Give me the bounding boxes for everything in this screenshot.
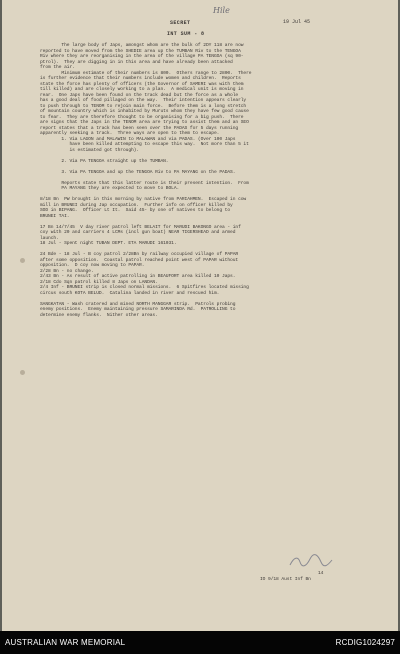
typed-line: till killed) and are closely working to a plan. A medical unit is moving in [40, 87, 244, 92]
typed-line: 2/28 Bn - no change. [40, 268, 94, 274]
punch-hole [20, 370, 25, 375]
signature-line: IO 9/18 Aust Inf Bn [260, 576, 311, 582]
typed-line: report states that a track has been seen over the PADAS for 5 days running [40, 125, 239, 131]
typed-line: state the force has plenty of officers (the Governor of SAMERI was with them [40, 81, 244, 87]
typed-line: have been killed attempting to escape this way. Not more than 5 it [40, 142, 249, 147]
typed-line: SANGKATAN - Wash cratered and mined NORTH MANGGAR strip. Patrols probing [40, 301, 236, 307]
typed-line: rear. One Japs have been found on the track dead but the force as a whole [40, 92, 239, 98]
typed-line: 3. Via PA TENGOA and up the TENGOA Riv to PA MAYANG on the PADAS. [40, 169, 236, 175]
typed-line: 17 Bn 14/7/45 V day river patrol left BELAIT for MARUDI BAKONGO area - inf [40, 224, 241, 230]
body-text [40, 43, 251, 318]
typed-line: mill in BRUNEI during Jap occupation. Further info on officer killed by [40, 202, 233, 208]
typed-line: 1. Via LAGON and MALAWIN to MALAWAN and via PADAS. (Over 100 Japs [40, 136, 236, 142]
typed-line: opposition. D coy now moving to PAPAR. [40, 263, 145, 268]
archive-name: AUSTRALIAN WAR MEMORIAL [5, 638, 126, 647]
typed-line: launch. [40, 235, 59, 241]
typed-line: reported to have moved from the SHEDIE area up the TUMBAN Riv to the TENGOA [40, 48, 241, 54]
typed-line: are signs that the Japs in the TENOM area are trying to assist them and an SEO [40, 120, 249, 125]
typed-line: circus south KOTA BELUD. Catalina landed in river and rescued him. [40, 290, 220, 296]
typed-line: to fear. They are therefore thought to be organising for a big push. There [40, 114, 244, 120]
typed-line: of mountain country which is inhabited by Muruts whom they have few good cause [40, 109, 249, 114]
typed-line: Reports state that this latter route is their present intention. From [40, 180, 249, 186]
archive-footer-bar [0, 631, 400, 654]
typed-line: coy with 20 and carriers 4 LCMs (incl gun boat) NEAR TIGERSHEAD and armed [40, 230, 236, 235]
typed-line: 2. Via PA TENGOA straight up the TUMBAN. [40, 158, 169, 164]
signature-scrawl [288, 553, 334, 569]
signature-line: 14 [318, 571, 324, 576]
handwritten-file-mark: Hile [213, 6, 230, 15]
document-page [2, 0, 398, 631]
typed-line: 2/18 Cdo Sqn patrol killed 8 Japs on LANDAN. [40, 279, 158, 285]
typed-line: 2/43 Bn - As result of active patrolling in BEAUFORT area killed 10 Japs. [40, 274, 236, 279]
signature-block [260, 571, 323, 582]
typed-line: apparently seeking a track. Three ways are open to them to escape. [40, 131, 220, 136]
typed-line: to push through to TENOM to rejoin main force. Before them is a long stretch [40, 103, 247, 109]
typed-line: 8/18 Bn PW brought in this morning by native from PARIAHMEN. Escaped in cow [40, 197, 247, 202]
typed-line: is further evidence that their numbers include women and children. Reports [40, 76, 241, 81]
typed-line: enemy positions. Enemy maintaining pressure SAMARINDA Rd. PATROLLING to [40, 307, 236, 312]
punch-hole [20, 258, 25, 263]
archive-id: RCDIG1024297 [335, 638, 395, 647]
typed-line: after some opposition. Coastal patrol reached point west of PAPAR without [40, 257, 239, 263]
typed-line: has a good deal of food pillaged on the way. Their intention appears clearly [40, 98, 247, 103]
typed-line: 2/4 Inf - BRUNEI strip is closed normal missions. 6 Spitfires located missing [40, 285, 249, 290]
document-date: 19 Jul 45 [283, 19, 311, 25]
typed-line: 18 Jul - Spent night TUBAN DEPT. ETA MARUDI 161031. [40, 241, 177, 246]
typed-line: is estimated got through). [40, 147, 140, 153]
typed-line: Minimum estimate of their numbers is 800. Others range to 2800. There [40, 70, 252, 76]
typed-line: PA MAYANG they are expected to move to BOLA. [40, 186, 180, 191]
typed-line: ptrol). They are digging in in this area and have already been attacked [40, 59, 233, 65]
document-title: INT SUM - 8 [167, 31, 205, 37]
classification-stamp: SECRET [170, 20, 191, 26]
typed-line: Riv where they are reorganising in the area of the village PA TENGOA (sq 90- [40, 54, 244, 59]
typed-line: determine enemy flanks. Nither other areas. [40, 312, 158, 318]
typed-line: SOD in BIPANG. Officer Lt It. Said 45- by one of natives to belong to [40, 208, 231, 213]
typed-line: from the air. [40, 65, 75, 70]
typed-line: The large body of Japs, amongst whom are the bulk of 2DY 118 are now [40, 43, 244, 48]
typed-line: 24 Bde - 18 Jul - B coy patrol 2/28Bn by railway occupied village of PAPAR [40, 252, 239, 257]
typed-line: BRUNEI TAI. [40, 213, 70, 219]
